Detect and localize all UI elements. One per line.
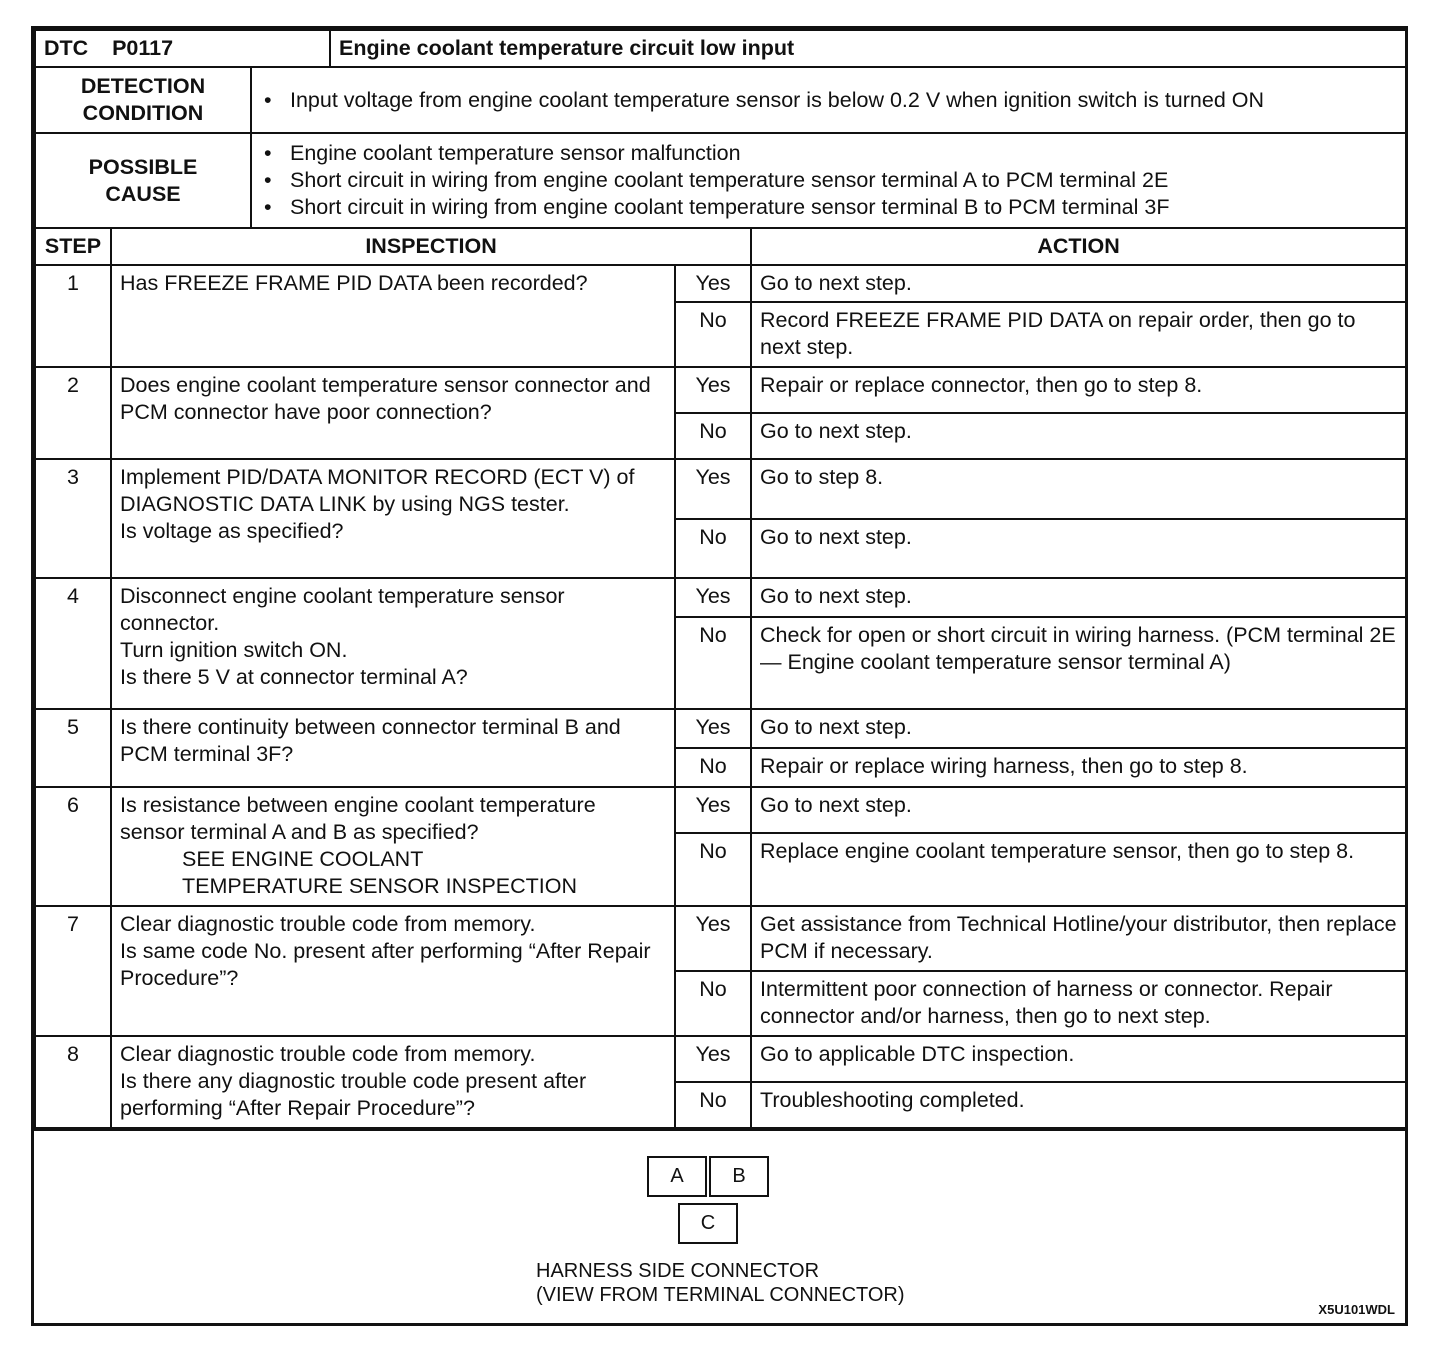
column-header-row (35, 228, 1406, 265)
no-label: No (675, 519, 751, 578)
step-inspection (111, 578, 675, 709)
step-row (35, 709, 1406, 748)
yes-action: Go to applicable DTC inspection. (751, 1036, 1406, 1082)
caption-line2: (VIEW FROM TERMINAL CONNECTOR) (536, 1284, 905, 1306)
step-number: 2 (35, 367, 111, 459)
dtc-label: DTC (44, 36, 89, 60)
step-row (35, 367, 1406, 413)
dtc-document (31, 26, 1408, 1326)
step-row (35, 459, 1406, 519)
yes-label: Yes (675, 367, 751, 413)
inspection-line: Disconnect engine coolant temperature sensor connector. (120, 584, 565, 635)
no-label: No (675, 1082, 751, 1128)
dtc-table (34, 29, 1407, 1129)
connector-caption (536, 1259, 1036, 1307)
inspection-line: Turn ignition switch ON. (120, 638, 348, 662)
no-action: Replace engine coolant temperature sensor, then go to step 8. (751, 833, 1406, 906)
dtc-code: P0117 (112, 36, 174, 60)
yes-label: Yes (675, 709, 751, 748)
cause-label-line1: POSSIBLE (88, 154, 198, 179)
inspection-line: Is there 5 V at connector terminal A? (120, 665, 468, 689)
detection-item: • Input voltage from engine coolant temperature sensor is below 0.2 V when ignition switch is turned ON (260, 87, 1397, 114)
step-row (35, 1036, 1406, 1082)
no-action: Troubleshooting completed. (751, 1082, 1406, 1128)
no-action: Intermittent poor connection of harness or connector. Repair connector and/or harness, then go to next step. (751, 971, 1406, 1036)
detection-row (35, 67, 1406, 133)
col-inspection: INSPECTION (111, 228, 751, 265)
cause-content (251, 133, 1406, 228)
no-label: No (675, 833, 751, 906)
yes-label: Yes (675, 906, 751, 971)
figure-code: X5U101WDL (1318, 1302, 1395, 1317)
inspection-line: Has FREEZE FRAME PID DATA been recorded? (120, 271, 588, 295)
detection-label-line1: DETECTION (80, 74, 206, 98)
step-number: 3 (35, 459, 111, 578)
inspection-line: Is resistance between engine coolant temperature sensor terminal A and B as specified? (120, 793, 596, 844)
step-inspection (111, 787, 675, 906)
no-label: No (675, 617, 751, 709)
cause-label (35, 133, 251, 228)
no-action: Go to next step. (751, 519, 1406, 578)
yes-label: Yes (675, 265, 751, 302)
inspection-line: Is same code No. present after performing “After Repair Procedure”? (120, 939, 651, 990)
inspection-line: Does engine coolant temperature sensor connector and PCM connector have poor connection? (120, 373, 651, 424)
yes-action: Repair or replace connector, then go to step 8. (751, 367, 1406, 413)
no-label: No (675, 748, 751, 787)
see-reference: SEE ENGINE COOLANT (182, 847, 424, 871)
no-action: Go to next step. (751, 413, 1406, 459)
step-number: 4 (35, 578, 111, 709)
step-row (35, 265, 1406, 302)
step-number: 7 (35, 906, 111, 1036)
no-action: Check for open or short circuit in wiring harness. (PCM terminal 2E — Engine coolant temperature sensor terminal A) (751, 617, 1406, 709)
dtc-title: Engine coolant temperature circuit low input (330, 30, 1406, 67)
col-step: STEP (35, 228, 111, 265)
connector-diagram (34, 1129, 1405, 1325)
step-inspection (111, 459, 675, 578)
yes-label: Yes (675, 787, 751, 833)
step-number: 1 (35, 265, 111, 367)
step-inspection (111, 1036, 675, 1128)
no-label: No (675, 302, 751, 367)
step-number: 5 (35, 709, 111, 787)
cause-item: • Short circuit in wiring from engine coolant temperature sensor terminal A to PCM terminal 2E (260, 167, 1397, 194)
step-number: 8 (35, 1036, 111, 1128)
inspection-line: Implement PID/DATA MONITOR RECORD (ECT V) of DIAGNOSTIC DATA LINK by using NGS tester. (120, 465, 635, 516)
terminal-b: B (709, 1156, 769, 1197)
step-row (35, 906, 1406, 971)
cause-row (35, 133, 1406, 228)
inspection-line: Clear diagnostic trouble code from memory. (120, 912, 536, 936)
dtc-header-row (35, 30, 1406, 67)
step-row (35, 787, 1406, 833)
yes-action: Go to step 8. (751, 459, 1406, 519)
inspection-line: Is voltage as specified? (120, 519, 344, 543)
no-action: Record FREEZE FRAME PID DATA on repair order, then go to next step. (751, 302, 1406, 367)
see-reference: TEMPERATURE SENSOR INSPECTION (182, 874, 578, 898)
yes-action: Go to next step. (751, 265, 1406, 302)
yes-action: Go to next step. (751, 709, 1406, 748)
cause-item: • Engine coolant temperature sensor malfunction (260, 140, 1397, 167)
step-inspection (111, 265, 675, 367)
caption-line1: HARNESS SIDE CONNECTOR (536, 1260, 820, 1282)
detection-content (251, 67, 1406, 133)
detection-label (35, 67, 251, 133)
step-row (35, 578, 1406, 617)
inspection-line: Is there any diagnostic trouble code present after performing “After Repair Procedure”? (120, 1069, 587, 1120)
detection-label-line2: CONDITION (82, 101, 204, 125)
col-action: ACTION (751, 228, 1406, 265)
inspection-line: Clear diagnostic trouble code from memory. (120, 1042, 536, 1066)
terminal-c: C (678, 1203, 738, 1244)
no-label: No (675, 413, 751, 459)
yes-label: Yes (675, 459, 751, 519)
yes-action: Get assistance from Technical Hotline/your distributor, then replace PCM if necessary. (751, 906, 1406, 971)
cause-label-line2: CAUSE (105, 181, 181, 206)
step-inspection (111, 367, 675, 459)
no-action: Repair or replace wiring harness, then go to step 8. (751, 748, 1406, 787)
yes-action: Go to next step. (751, 578, 1406, 617)
step-inspection (111, 709, 675, 787)
cause-item: • Short circuit in wiring from engine coolant temperature sensor terminal B to PCM terminal 3F (260, 194, 1397, 221)
no-label: No (675, 971, 751, 1036)
step-number: 6 (35, 787, 111, 906)
dtc-code-cell (35, 30, 330, 67)
step-inspection (111, 906, 675, 1036)
yes-label: Yes (675, 1036, 751, 1082)
terminal-a: A (647, 1156, 707, 1197)
inspection-line: Is there continuity between connector terminal B and PCM terminal 3F? (120, 715, 621, 766)
yes-action: Go to next step. (751, 787, 1406, 833)
yes-label: Yes (675, 578, 751, 617)
